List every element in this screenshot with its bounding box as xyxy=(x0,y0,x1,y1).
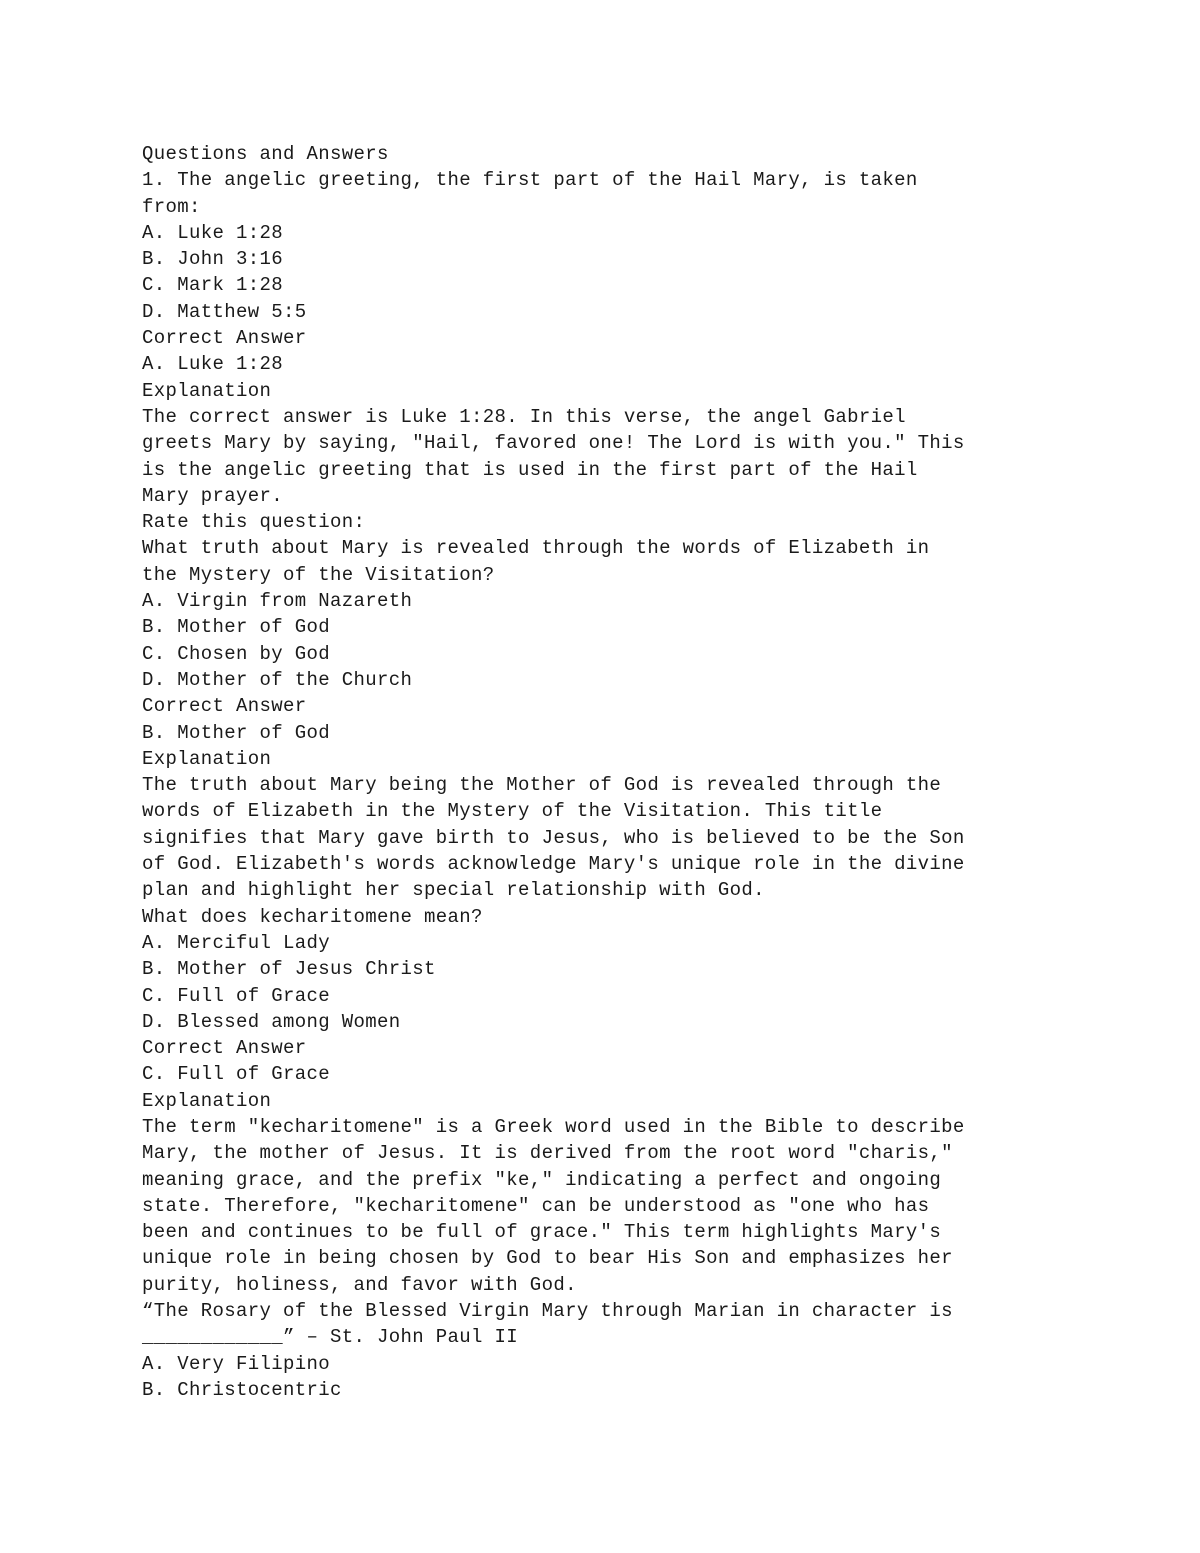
question-2-option-c: C. Chosen by God xyxy=(142,642,331,665)
question-2-option-d: D. Mother of the Church xyxy=(142,668,413,691)
question-2-text: What truth about Mary is revealed through the words of Elizabeth in xyxy=(142,537,930,560)
correct-answer-label: Correct Answer xyxy=(142,1037,307,1060)
question-3-explanation: The term "kecharitomene" is a Greek word used in the Bible to describe xyxy=(142,1115,965,1138)
question-3-option-a: A. Merciful Lady xyxy=(142,931,331,954)
question-3-option-d: D. Blessed among Women xyxy=(142,1010,401,1033)
question-2-explanation: The truth about Mary being the Mother of God is revealed through the xyxy=(142,774,942,797)
question-3-explanation: unique role in being chosen by God to bear His Son and emphasizes her xyxy=(142,1247,953,1270)
question-2-explanation: of God. Elizabeth's words acknowledge Mary's unique role in the divine xyxy=(142,853,965,876)
question-3-explanation: purity, holiness, and favor with God. xyxy=(142,1273,577,1296)
explanation-label: Explanation xyxy=(142,747,272,770)
question-1-correct-answer: A. Luke 1:28 xyxy=(142,353,284,376)
question-3-text: What does kecharitomene mean? xyxy=(142,905,483,928)
question-1-option-d: D. Matthew 5:5 xyxy=(142,300,307,323)
question-3-explanation: been and continues to be full of grace." This term highlights Mary's xyxy=(142,1221,942,1244)
question-1-explanation: is the angelic greeting that is used in the first part of the Hail xyxy=(142,458,918,481)
question-1-option-a: A. Luke 1:28 xyxy=(142,221,284,244)
document-body xyxy=(142,141,1142,1403)
rate-question-label: Rate this question: xyxy=(142,511,366,534)
question-1-explanation: greets Mary by saying, "Hail, favored one! The Lord is with you." This xyxy=(142,432,965,455)
question-2-explanation: words of Elizabeth in the Mystery of the Visitation. This title xyxy=(142,800,883,823)
question-1-text: 1. The angelic greeting, the first part of the Hail Mary, is taken xyxy=(142,169,918,192)
question-3-correct-answer: C. Full of Grace xyxy=(142,1063,331,1086)
question-3-option-c: C. Full of Grace xyxy=(142,984,331,1007)
question-3-option-b: B. Mother of Jesus Christ xyxy=(142,958,436,981)
question-3-explanation: state. Therefore, "kecharitomene" can be understood as "one who has xyxy=(142,1194,930,1217)
question-2-explanation: signifies that Mary gave birth to Jesus, who is believed to be the Son xyxy=(142,826,965,849)
correct-answer-label: Correct Answer xyxy=(142,327,307,350)
question-2-explanation: plan and highlight her special relationship with God. xyxy=(142,879,765,902)
question-1-explanation: Mary prayer. xyxy=(142,484,284,507)
question-1-option-b: B. John 3:16 xyxy=(142,248,284,271)
question-4-option-b: B. Christocentric xyxy=(142,1378,342,1401)
question-2-correct-answer: B. Mother of God xyxy=(142,721,331,744)
explanation-label: Explanation xyxy=(142,1089,272,1112)
section-heading: Questions and Answers xyxy=(142,143,389,165)
correct-answer-label: Correct Answer xyxy=(142,695,307,718)
question-2-text-cont: the Mystery of the Visitation? xyxy=(142,563,495,586)
question-4-text: “The Rosary of the Blessed Virgin Mary through Marian in character is xyxy=(142,1300,953,1323)
question-1-explanation: The correct answer is Luke 1:28. In this verse, the angel Gabriel xyxy=(142,405,906,428)
question-4-text-cont: ____________” – St. John Paul II xyxy=(142,1326,519,1349)
question-1-text-cont: from: xyxy=(142,195,201,218)
question-3-explanation: Mary, the mother of Jesus. It is derived from the root word "charis," xyxy=(142,1142,953,1165)
question-2-option-b: B. Mother of God xyxy=(142,616,331,639)
explanation-label: Explanation xyxy=(142,379,272,402)
question-3-explanation: meaning grace, and the prefix "ke," indicating a perfect and ongoing xyxy=(142,1168,942,1191)
question-2-option-a: A. Virgin from Nazareth xyxy=(142,590,413,613)
question-4-option-a: A. Very Filipino xyxy=(142,1352,331,1375)
question-1-option-c: C. Mark 1:28 xyxy=(142,274,284,297)
